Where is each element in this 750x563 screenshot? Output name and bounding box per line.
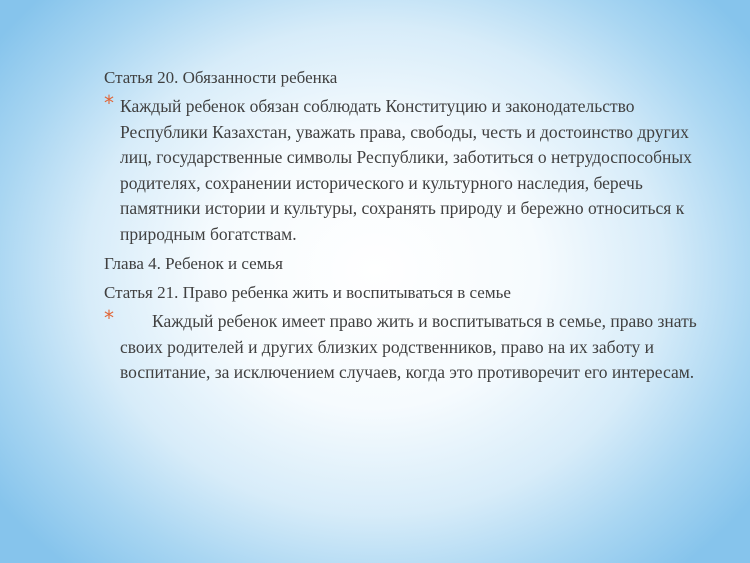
bullet-text-family-right: Каждый ребенок имеет право жить и воспитываться в семье, право знать своих родителей и других близких родственников, право на их заботу и воспитание, за исключением случаев, когда это противоречит его интересам. [120, 311, 697, 382]
heading-article-21: Статья 21. Право ребенка жить и воспитываться в семье [104, 283, 511, 302]
slide-content [104, 66, 724, 390]
bullet-item-family-right [104, 306, 724, 386]
asterisk-bullet-icon: * [104, 306, 114, 330]
bullet-text-duties: Каждый ребенок обязан соблюдать Конституцию и законодательство Республики Казахстан, уважать права, свободы, честь и достоинство других лиц, государственные символы Республики, заботиться о нетрудоспособных родителях, сохранении исторического и культурного наследия, беречь памятники истории и культуры, сохранять природу и бережно относиться к природным богатствам. [120, 96, 692, 244]
bullet-item-duties [104, 91, 724, 247]
heading-article-20: Статья 20. Обязанности ребенка [104, 68, 338, 87]
heading-chapter-4: Глава 4. Ребенок и семья [104, 254, 284, 273]
asterisk-bullet-icon: * [104, 91, 114, 115]
